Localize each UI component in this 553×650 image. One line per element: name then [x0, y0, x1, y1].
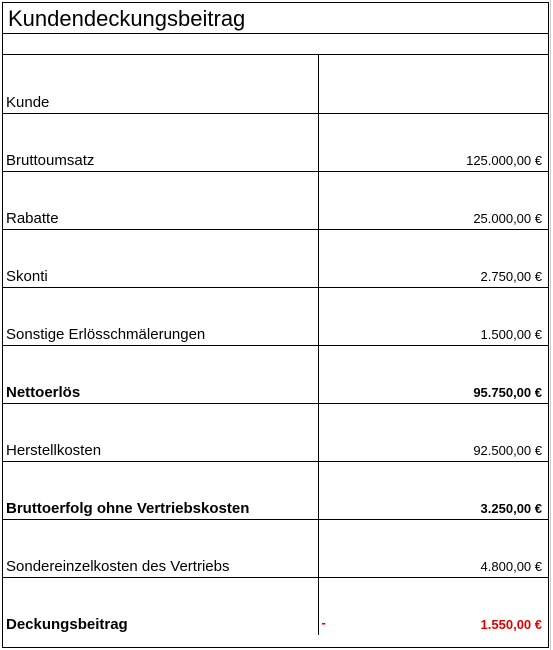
row-value-kunde[interactable]: [318, 55, 548, 113]
row-label-skonti[interactable]: Skonti: [3, 229, 318, 287]
row-label-kunde[interactable]: Kunde: [3, 55, 318, 113]
row-value-rabatte[interactable]: 25.000,00 €: [318, 171, 548, 229]
table-row: [3, 113, 548, 171]
row-label-nettoerloes[interactable]: Nettoerlös: [3, 345, 318, 403]
row-value-deckungsbeitrag: 1.550,00 €: [480, 617, 542, 632]
sheet-title: Kundendeckungsbeitrag: [8, 6, 246, 31]
row-value-bruttoumsatz[interactable]: 125.000,00 €: [318, 113, 548, 171]
table-row: [3, 577, 548, 635]
row-value-skonti[interactable]: 2.750,00 €: [318, 229, 548, 287]
empty-row[interactable]: [3, 34, 548, 55]
row-value-herstellkosten[interactable]: 92.500,00 €: [318, 403, 548, 461]
row-value-bruttoerfolg[interactable]: 3.250,00 €: [318, 461, 548, 519]
row-label-rabatte[interactable]: Rabatte: [3, 171, 318, 229]
row-label-bruttoumsatz[interactable]: Bruttoumsatz: [3, 113, 318, 171]
row-label-bruttoerfolg[interactable]: Bruttoerfolg ohne Vertriebskosten: [3, 461, 318, 519]
row-value-erloesschmaelerungen[interactable]: 1.500,00 €: [318, 287, 548, 345]
row-label-erloesschmaelerungen[interactable]: Sonstige Erlösschmälerungen: [3, 287, 318, 345]
row-value-nettoerloes[interactable]: 95.750,00 €: [318, 345, 548, 403]
table-row: [3, 519, 548, 577]
row-label-sondereinzelkosten[interactable]: Sondereinzelkosten des Vertriebs: [3, 519, 318, 577]
row-value-sondereinzelkosten[interactable]: 4.800,00 €: [318, 519, 548, 577]
row-value-deckungsbeitrag-cell[interactable]: [318, 577, 548, 635]
table-row: [3, 461, 548, 519]
column-gridline: [550, 0, 551, 650]
table-row: [3, 229, 548, 287]
table-row: [3, 403, 548, 461]
contribution-table: [3, 55, 548, 635]
table-row: [3, 287, 548, 345]
negative-sign: -: [321, 615, 326, 630]
spreadsheet: [2, 2, 549, 648]
row-label-deckungsbeitrag[interactable]: Deckungsbeitrag: [6, 616, 128, 633]
table-row: [3, 55, 548, 113]
title-cell[interactable]: [3, 3, 548, 34]
table-row: [3, 345, 548, 403]
row-label-herstellkosten[interactable]: Herstellkosten: [3, 403, 318, 461]
table-row: [3, 171, 548, 229]
